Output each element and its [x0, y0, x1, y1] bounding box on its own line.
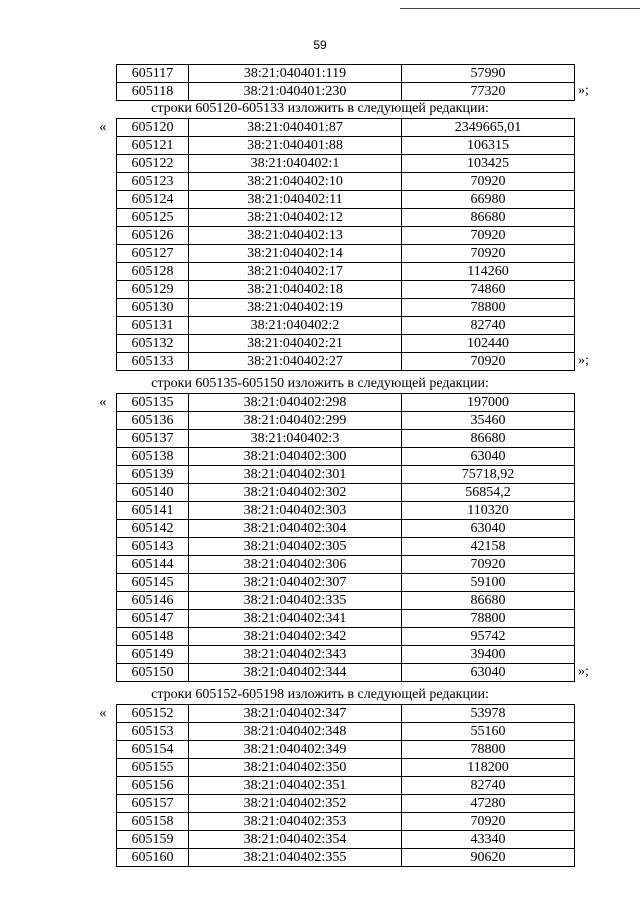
value-cell: 86680 — [402, 430, 575, 448]
cadastral-number-cell: 38:21:040402:302 — [189, 484, 402, 502]
table-row — [117, 155, 575, 173]
row-number-cell: 605128 — [117, 263, 189, 281]
table-row — [117, 592, 575, 610]
table-row — [117, 335, 575, 353]
value-cell: 70920 — [402, 173, 575, 191]
value-cell: 102440 — [402, 335, 575, 353]
table-row — [117, 299, 575, 317]
table-row — [117, 137, 575, 155]
value-cell: 103425 — [402, 155, 575, 173]
row-number-cell: 605153 — [117, 723, 189, 741]
row-number-cell: 605142 — [117, 520, 189, 538]
value-cell: 56854,2 — [402, 484, 575, 502]
cadastral-number-cell: 38:21:040401:230 — [189, 83, 402, 101]
value-cell: 47280 — [402, 795, 575, 813]
section-heading: строки 605135-605150 изложить в следующей редакции: — [151, 376, 489, 391]
row-number-cell: 605127 — [117, 245, 189, 263]
cadastral-number-cell: 38:21:040402:18 — [189, 281, 402, 299]
cadastral-number-cell: 38:21:040402:21 — [189, 335, 402, 353]
value-cell: 66980 — [402, 191, 575, 209]
cadastral-number-cell: 38:21:040402:3 — [189, 430, 402, 448]
table-row — [117, 394, 575, 412]
cadastral-number-cell: 38:21:040402:335 — [189, 592, 402, 610]
row-number-cell: 605152 — [117, 705, 189, 723]
value-cell: 57990 — [402, 65, 575, 83]
value-cell: 70920 — [402, 227, 575, 245]
row-number-cell: 605131 — [117, 317, 189, 335]
value-cell: 114260 — [402, 263, 575, 281]
value-cell: 95742 — [402, 628, 575, 646]
table-row — [117, 412, 575, 430]
row-number-cell: 605118 — [117, 83, 189, 101]
row-number-cell: 605122 — [117, 155, 189, 173]
cadastral-number-cell: 38:21:040402:12 — [189, 209, 402, 227]
row-number-cell: 605158 — [117, 813, 189, 831]
value-cell: 78800 — [402, 610, 575, 628]
table-row — [117, 281, 575, 299]
row-number-cell: 605157 — [117, 795, 189, 813]
table-row — [117, 795, 575, 813]
table-row — [117, 430, 575, 448]
value-cell: 70920 — [402, 353, 575, 371]
row-number-cell: 605130 — [117, 299, 189, 317]
cadastral-number-cell: 38:21:040402:354 — [189, 831, 402, 849]
table-row — [117, 448, 575, 466]
cadastral-number-cell: 38:21:040402:344 — [189, 664, 402, 682]
cadastral-number-cell: 38:21:040402:298 — [189, 394, 402, 412]
value-cell: 82740 — [402, 777, 575, 795]
data-table — [116, 118, 575, 371]
table-row — [117, 610, 575, 628]
cadastral-number-cell: 38:21:040402:352 — [189, 795, 402, 813]
table-row — [117, 83, 575, 101]
table-row — [117, 831, 575, 849]
closing-quote-mark: »; — [578, 353, 589, 368]
value-cell: 110320 — [402, 502, 575, 520]
cadastral-number-cell: 38:21:040402:349 — [189, 741, 402, 759]
table-row — [117, 119, 575, 137]
row-number-cell: 605137 — [117, 430, 189, 448]
cadastral-number-cell: 38:21:040402:11 — [189, 191, 402, 209]
row-number-cell: 605125 — [117, 209, 189, 227]
row-number-cell: 605120 — [117, 119, 189, 137]
cadastral-number-cell: 38:21:040402:341 — [189, 610, 402, 628]
section-heading: строки 605152-605198 изложить в следующей редакции: — [151, 687, 489, 702]
table-row — [117, 741, 575, 759]
cadastral-number-cell: 38:21:040402:303 — [189, 502, 402, 520]
row-number-cell: 605141 — [117, 502, 189, 520]
row-number-cell: 605138 — [117, 448, 189, 466]
table-block — [116, 64, 589, 101]
cadastral-number-cell: 38:21:040402:343 — [189, 646, 402, 664]
cadastral-number-cell: 38:21:040402:307 — [189, 574, 402, 592]
cadastral-number-cell: 38:21:040401:87 — [189, 119, 402, 137]
table-row — [117, 759, 575, 777]
cadastral-number-cell: 38:21:040402:301 — [189, 466, 402, 484]
row-number-cell: 605121 — [117, 137, 189, 155]
table-row — [117, 705, 575, 723]
table-row — [117, 209, 575, 227]
cadastral-number-cell: 38:21:040402:299 — [189, 412, 402, 430]
opening-quote-mark: « — [99, 705, 107, 721]
value-cell: 42158 — [402, 538, 575, 556]
cadastral-number-cell: 38:21:040402:348 — [189, 723, 402, 741]
table-row — [117, 65, 575, 83]
table-block — [99, 393, 589, 682]
value-cell: 86680 — [402, 209, 575, 227]
row-number-cell: 605148 — [117, 628, 189, 646]
value-cell: 70920 — [402, 813, 575, 831]
data-table — [116, 64, 575, 101]
value-cell: 55160 — [402, 723, 575, 741]
cadastral-number-cell: 38:21:040402:300 — [189, 448, 402, 466]
row-number-cell: 605156 — [117, 777, 189, 795]
cadastral-number-cell: 38:21:040402:353 — [189, 813, 402, 831]
row-number-cell: 605135 — [117, 394, 189, 412]
cadastral-number-cell: 38:21:040402:355 — [189, 849, 402, 867]
top-rule — [400, 8, 640, 9]
row-number-cell: 605150 — [117, 664, 189, 682]
value-cell: 63040 — [402, 664, 575, 682]
table-row — [117, 227, 575, 245]
table-row — [117, 723, 575, 741]
value-cell: 74860 — [402, 281, 575, 299]
cadastral-number-cell: 38:21:040402:13 — [189, 227, 402, 245]
page-number: 59 — [313, 38, 327, 52]
cadastral-number-cell: 38:21:040401:119 — [189, 65, 402, 83]
data-table — [116, 393, 575, 682]
data-table — [116, 704, 575, 867]
cadastral-number-cell: 38:21:040402:10 — [189, 173, 402, 191]
cadastral-number-cell: 38:21:040402:351 — [189, 777, 402, 795]
value-cell: 78800 — [402, 741, 575, 759]
row-number-cell: 605149 — [117, 646, 189, 664]
table-row — [117, 628, 575, 646]
row-number-cell: 605126 — [117, 227, 189, 245]
cadastral-number-cell: 38:21:040402:342 — [189, 628, 402, 646]
value-cell: 86680 — [402, 592, 575, 610]
row-number-cell: 605145 — [117, 574, 189, 592]
table-row — [117, 538, 575, 556]
table-row — [117, 520, 575, 538]
row-number-cell: 605159 — [117, 831, 189, 849]
table-row — [117, 556, 575, 574]
table-row — [117, 813, 575, 831]
row-number-cell: 605117 — [117, 65, 189, 83]
cadastral-number-cell: 38:21:040402:17 — [189, 263, 402, 281]
value-cell: 70920 — [402, 556, 575, 574]
cadastral-number-cell: 38:21:040401:88 — [189, 137, 402, 155]
table-row — [117, 173, 575, 191]
value-cell: 53978 — [402, 705, 575, 723]
row-number-cell: 605123 — [117, 173, 189, 191]
cadastral-number-cell: 38:21:040402:27 — [189, 353, 402, 371]
table-row — [117, 245, 575, 263]
value-cell: 90620 — [402, 849, 575, 867]
cadastral-number-cell: 38:21:040402:2 — [189, 317, 402, 335]
cadastral-number-cell: 38:21:040402:19 — [189, 299, 402, 317]
row-number-cell: 605124 — [117, 191, 189, 209]
row-number-cell: 605154 — [117, 741, 189, 759]
value-cell: 63040 — [402, 448, 575, 466]
section-heading: строки 605120-605133 изложить в следующей редакции: — [151, 101, 489, 116]
row-number-cell: 605143 — [117, 538, 189, 556]
table-row — [117, 502, 575, 520]
value-cell: 78800 — [402, 299, 575, 317]
value-cell: 77320 — [402, 83, 575, 101]
row-number-cell: 605139 — [117, 466, 189, 484]
row-number-cell: 605129 — [117, 281, 189, 299]
value-cell: 43340 — [402, 831, 575, 849]
row-number-cell: 605147 — [117, 610, 189, 628]
value-cell: 70920 — [402, 245, 575, 263]
row-number-cell: 605155 — [117, 759, 189, 777]
row-number-cell: 605160 — [117, 849, 189, 867]
table-block — [99, 118, 589, 371]
opening-quote-mark: « — [99, 119, 107, 135]
value-cell: 35460 — [402, 412, 575, 430]
cadastral-number-cell: 38:21:040402:306 — [189, 556, 402, 574]
value-cell: 59100 — [402, 574, 575, 592]
cadastral-number-cell: 38:21:040402:304 — [189, 520, 402, 538]
row-number-cell: 605146 — [117, 592, 189, 610]
table-row — [117, 263, 575, 281]
table-row — [117, 777, 575, 795]
value-cell: 82740 — [402, 317, 575, 335]
value-cell: 106315 — [402, 137, 575, 155]
value-cell: 197000 — [402, 394, 575, 412]
value-cell: 118200 — [402, 759, 575, 777]
table-row — [117, 646, 575, 664]
row-number-cell: 605144 — [117, 556, 189, 574]
value-cell: 2349665,01 — [402, 119, 575, 137]
value-cell: 75718,92 — [402, 466, 575, 484]
table-row — [117, 484, 575, 502]
row-number-cell: 605140 — [117, 484, 189, 502]
cadastral-number-cell: 38:21:040402:305 — [189, 538, 402, 556]
closing-quote-mark: »; — [578, 83, 589, 98]
cadastral-number-cell: 38:21:040402:347 — [189, 705, 402, 723]
table-row — [117, 664, 575, 682]
table-row — [117, 849, 575, 867]
cadastral-number-cell: 38:21:040402:14 — [189, 245, 402, 263]
table-block — [99, 704, 575, 867]
row-number-cell: 605132 — [117, 335, 189, 353]
row-number-cell: 605133 — [117, 353, 189, 371]
table-row — [117, 574, 575, 592]
value-cell: 39400 — [402, 646, 575, 664]
value-cell: 63040 — [402, 520, 575, 538]
table-row — [117, 191, 575, 209]
table-row — [117, 353, 575, 371]
table-row — [117, 466, 575, 484]
table-row — [117, 317, 575, 335]
closing-quote-mark: »; — [578, 664, 589, 679]
cadastral-number-cell: 38:21:040402:1 — [189, 155, 402, 173]
opening-quote-mark: « — [99, 394, 107, 410]
cadastral-number-cell: 38:21:040402:350 — [189, 759, 402, 777]
row-number-cell: 605136 — [117, 412, 189, 430]
